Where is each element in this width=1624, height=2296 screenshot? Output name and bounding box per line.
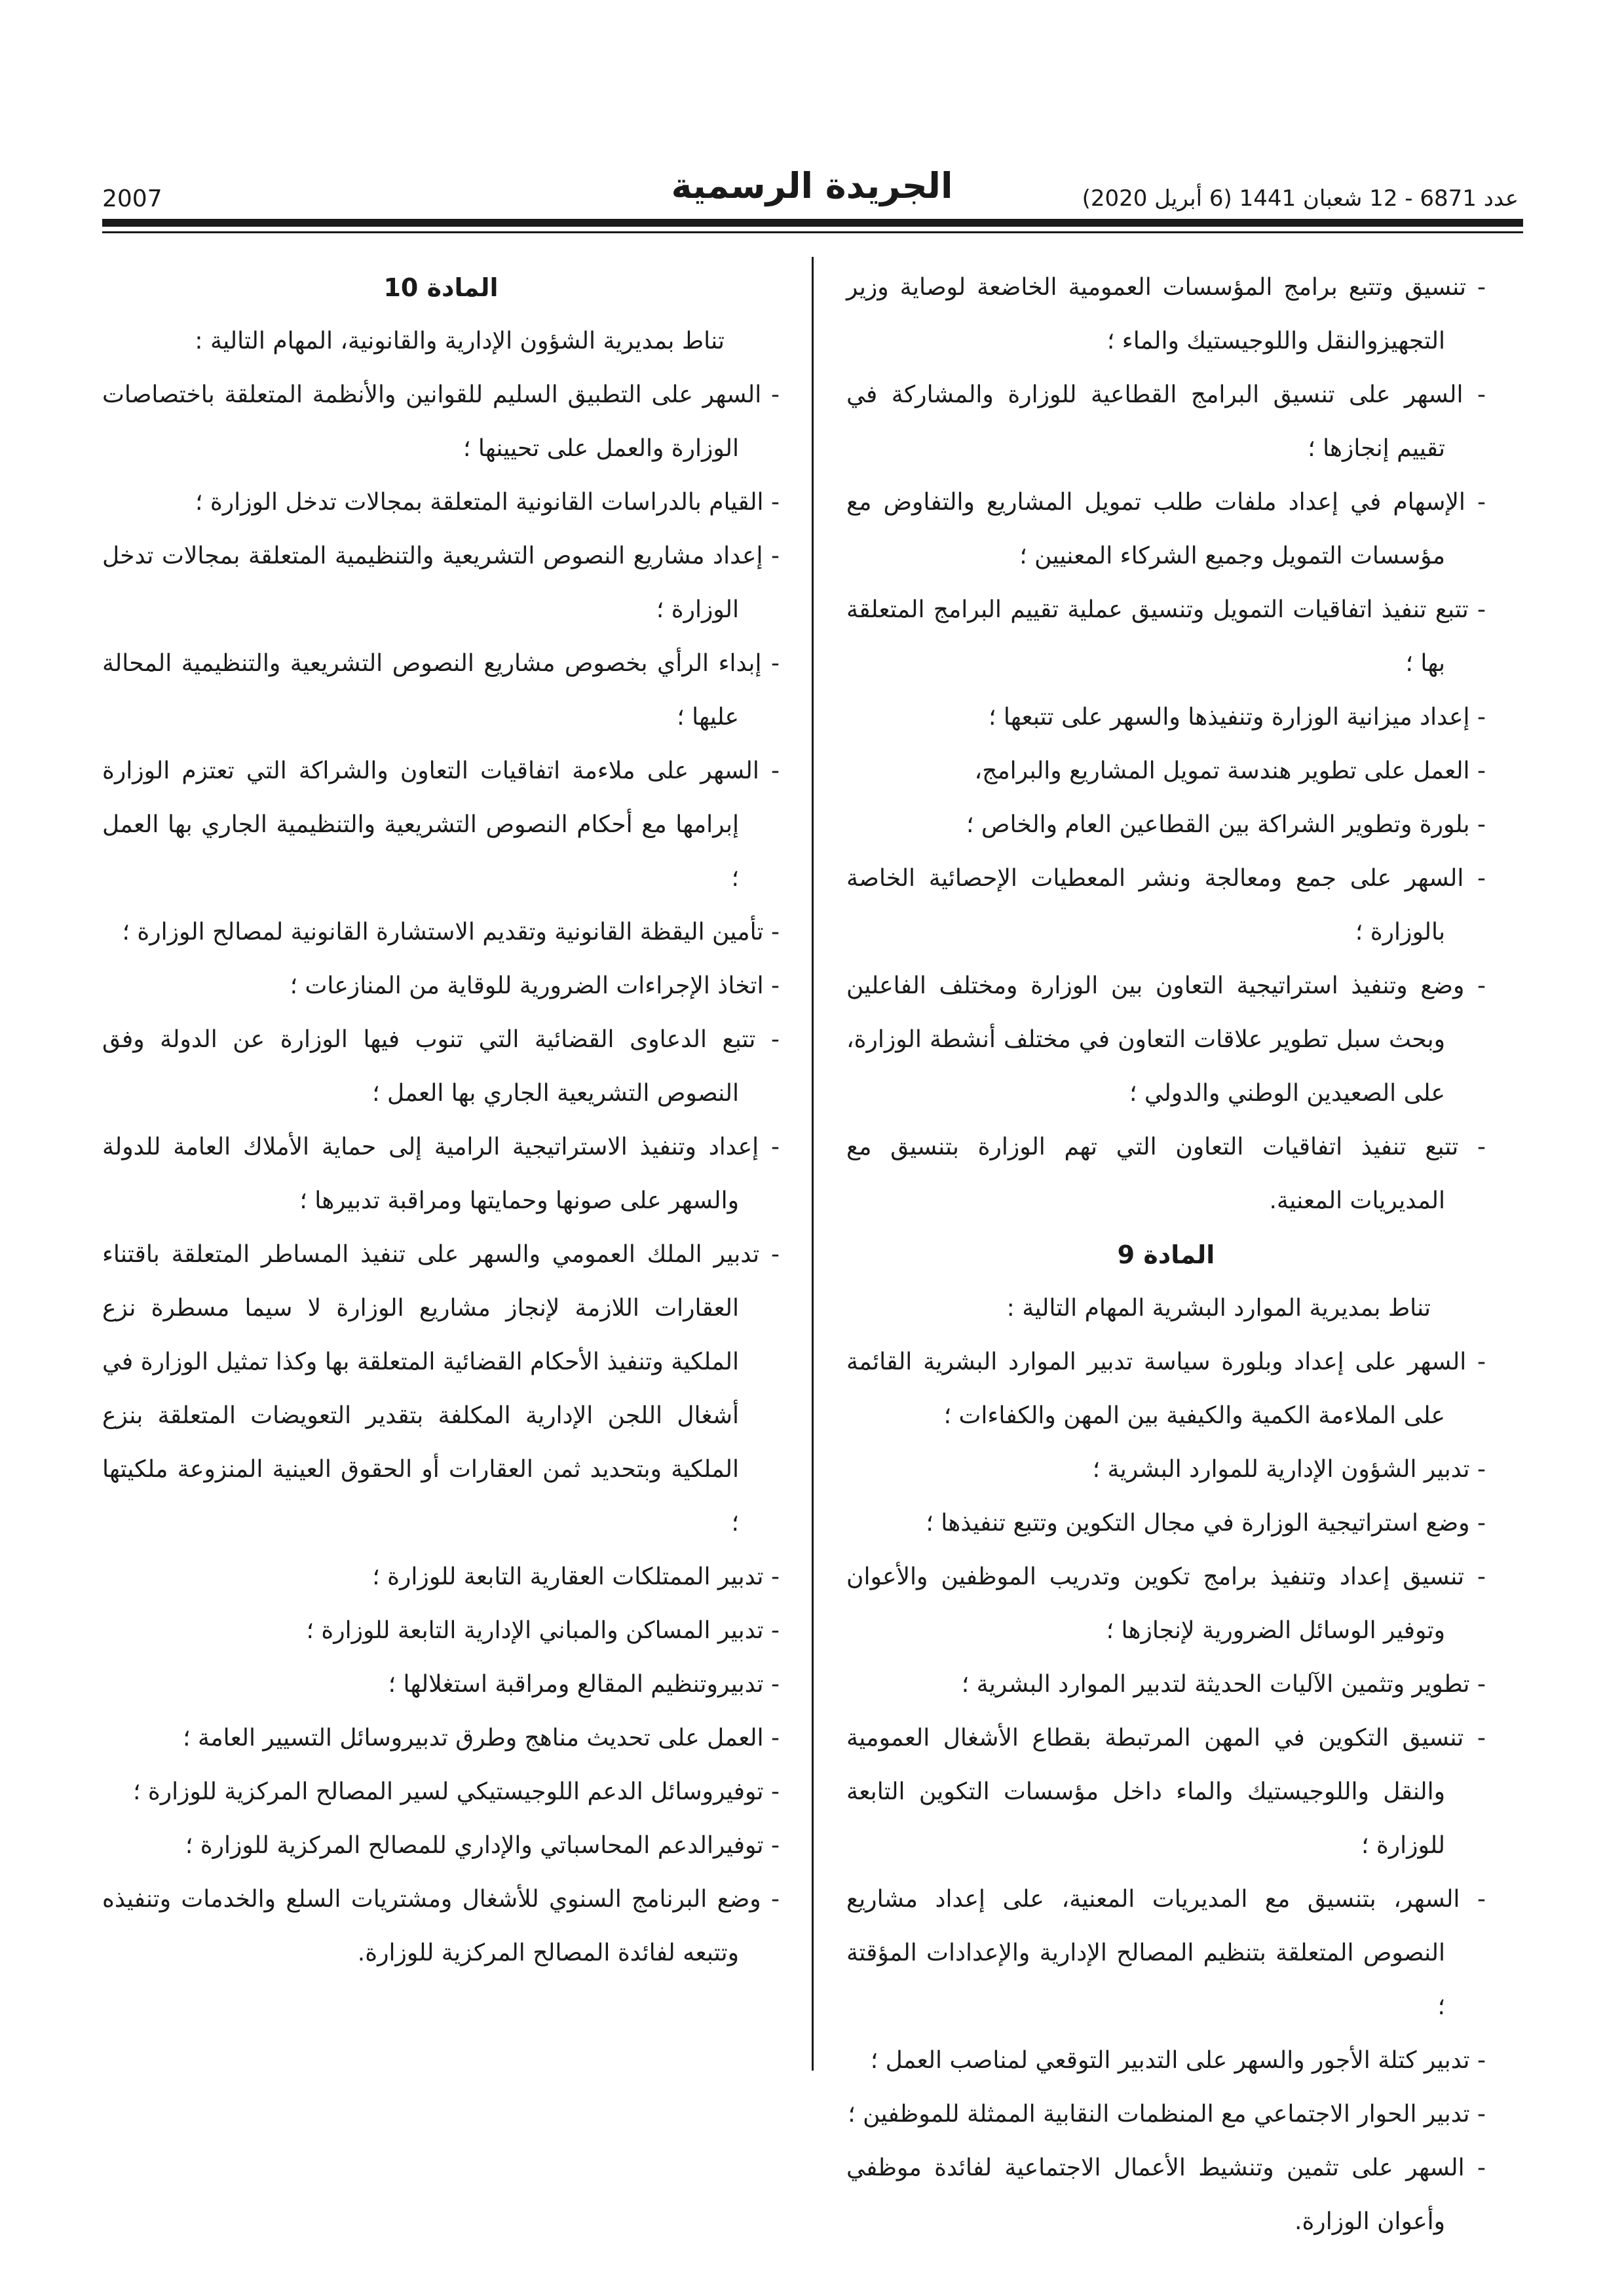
- page-number: 2007: [102, 185, 162, 212]
- article-10-intro: تناط بمديرية الشؤون الإدارية والقانونية، المهام التالية :: [195, 328, 725, 354]
- list-item: - إعداد مشاريع النصوص التشريعية والتنظيمية المتعلقة بمجالات تدخل الوزارة ؛: [102, 543, 780, 623]
- list-item: - تدبير الممتلكات العقارية التابعة للوزارة ؛: [372, 1563, 780, 1590]
- list-item: - وضع البرنامج السنوي للأشغال ومشتريات السلع والخدمات وتنفيذه وتتبعه لفائدة المصالح المركزية للوزارة.: [102, 1886, 780, 1966]
- list-item: - العمل على تحديث مناهج وطرق تدبيروسائل التسيير العامة ؛: [183, 1725, 780, 1751]
- list-item: - الإسهام في إعداد ملفات طلب تمويل المشاريع والتفاوض مع مؤسسات التمويل وجميع الشركاء المعنيين ؛: [846, 489, 1486, 569]
- list-item: - توفيروسائل الدعم اللوجيستيكي لسير المصالح المركزية للوزارة ؛: [132, 1778, 780, 1805]
- list-item: - توفيرالدعم المحاسباتي والإداري للمصالح المركزية للوزارة ؛: [185, 1832, 780, 1859]
- list-item: - إعداد ميزانية الوزارة وتنفيذها والسهر على تتبعها ؛: [989, 704, 1486, 731]
- list-item: - تنسيق التكوين في المهن المرتبطة بقطاع الأشغال العمومية والنقل واللوجيستيك والماء داخل مؤسسات التكوين التابعة للوزارة ؛: [846, 1725, 1486, 1859]
- list-item: - تتبع الدعاوى القضائية التي تنوب فيها الوزارة عن الدولة وفق النصوص التشريعية الجاري بها العمل ؛: [102, 1026, 780, 1107]
- left-column: [102, 261, 780, 1980]
- list-item: - إعداد وتنفيذ الاستراتيجية الرامية إلى حماية الأملاك العامة للدولة والسهر على صونها وحمايتها ومراقبة تدبيرها ؛: [102, 1134, 780, 1214]
- list-item: - تأمين اليقظة القانونية وتقديم الاستشارة القانونية لمصالح الوزارة ؛: [122, 919, 780, 946]
- list-item: - إبداء الرأي بخصوص مشاريع النصوص التشريعية والتنظيمية المحالة عليها ؛: [102, 650, 780, 731]
- header-rule-thin: [102, 231, 1523, 233]
- issue-line: عدد 6871 - 12 شعبان 1441 (6 أبريل 2020): [1082, 185, 1519, 212]
- list-item: - بلورة وتطوير الشراكة بين القطاعين العام والخاص ؛: [966, 811, 1486, 838]
- list-item: - تنسيق وتتبع برامج المؤسسات العمومية الخاضعة لوصاية وزير التجهيزوالنقل واللوجيستيك والماء ؛: [846, 274, 1486, 354]
- article-9-heading: المادة 9: [1117, 1240, 1215, 1269]
- list-item: - تدبيروتنظيم المقالع ومراقبة استغلالها ؛: [388, 1671, 780, 1698]
- list-item: - السهر، بتنسيق مع المديريات المعنية، على إعداد مشاريع النصوص المتعلقة بتنظيم المصالح الإدارية والإعدادات المؤقتة ؛: [846, 1886, 1486, 2020]
- list-item: - تدبير الشؤون الإدارية للموارد البشرية ؛: [1092, 1456, 1486, 1483]
- list-item: - تنسيق إعداد وتنفيذ برامج تكوين وتدريب الموظفين والأعوان وتوفير الوسائل الضرورية لإنجازها ؛: [846, 1563, 1486, 1644]
- list-item: - وضع وتنفيذ استراتيجية التعاون بين الوزارة ومختلف الفاعلين وبحث سبل تطوير علاقات التعاون في مختلف أنشطة الوزارة، على الصعيدين الوطني والدولي ؛: [846, 972, 1486, 1107]
- right-column: [846, 261, 1486, 2249]
- list-item: - السهر على تثمين وتنشيط الأعمال الاجتماعية لفائدة موظفي وأعوان الوزارة.: [846, 2154, 1486, 2235]
- list-item: - تدبير المساكن والمباني الإدارية التابعة للوزارة ؛: [306, 1617, 780, 1644]
- gazette-title: الجريدة الرسمية: [671, 165, 953, 206]
- article-9-intro: تناط بمديرية الموارد البشرية المهام التالية :: [1006, 1295, 1431, 1322]
- list-item: - السهر على ملاءمة اتفاقيات التعاون والشراكة التي تعتزم الوزارة إبرامها مع أحكام النصوص التشريعية والتنظيمية الجاري بها العمل ؛: [102, 757, 780, 892]
- article-10-heading: المادة 10: [383, 273, 499, 302]
- list-item: - اتخاذ الإجراءات الضرورية للوقاية من المنازعات ؛: [290, 972, 780, 999]
- list-item: - العمل على تطوير هندسة تمويل المشاريع والبرامج،: [974, 757, 1486, 784]
- list-item: - وضع استراتيجية الوزارة في مجال التكوين وتتبع تنفيذها ؛: [926, 1510, 1486, 1537]
- list-item: - تتبع تنفيذ اتفاقيات التعاون التي تهم الوزارة بتنسيق مع المديريات المعنية.: [846, 1134, 1486, 1214]
- list-item: - تدبير الحوار الاجتماعي مع المنظمات النقابية الممثلة للموظفين ؛: [848, 2101, 1486, 2128]
- list-item: - السهر على التطبيق السليم للقوانين والأنظمة المتعلقة باختصاصات الوزارة والعمل على تحيينها ؛: [102, 381, 780, 462]
- list-item: - تدبير الملك العمومي والسهر على تنفيذ المساطر المتعلقة باقتناء العقارات اللازمة لإنجاز مشاريع الوزارة لا سيما مسطرة نزع الملكية وتنفيذ الأحكام القضائية المتعلقة بها وكذا تمثيل الوزارة في أشغال اللجن الإدارية المكلفة بتقدير التعويضات المتعلقة بنزع الملكية وبتحديد ثمن العقارات أو الحقوق العينية المنزوعة ملكيتها ؛: [102, 1241, 780, 1537]
- list-item: - السهر على تنسيق البرامج القطاعية للوزارة والمشاركة في تقييم إنجازها ؛: [846, 381, 1486, 462]
- list-item: - تطوير وتثمين الآليات الحديثة لتدبير الموارد البشرية ؛: [961, 1671, 1486, 1698]
- list-item: - تتبع تنفيذ اتفاقيات التمويل وتنسيق عملية تقييم البرامج المتعلقة بها ؛: [846, 596, 1486, 677]
- list-item: - السهر على إعداد وبلورة سياسة تدبير الموارد البشرية القائمة على الملاءمة الكمية والكيفية بين المهن والكفاءات ؛: [846, 1349, 1486, 1429]
- header-rule-thick: [102, 219, 1523, 227]
- column-divider: [812, 257, 814, 2071]
- list-item: - تدبير كتلة الأجور والسهر على التدبير التوقعي لمناصب العمل ؛: [870, 2047, 1486, 2074]
- list-item: - السهر على جمع ومعالجة ونشر المعطيات الإحصائية الخاصة بالوزارة ؛: [846, 865, 1486, 946]
- list-item: - القيام بالدراسات القانونية المتعلقة بمجالات تدخل الوزارة ؛: [195, 489, 780, 516]
